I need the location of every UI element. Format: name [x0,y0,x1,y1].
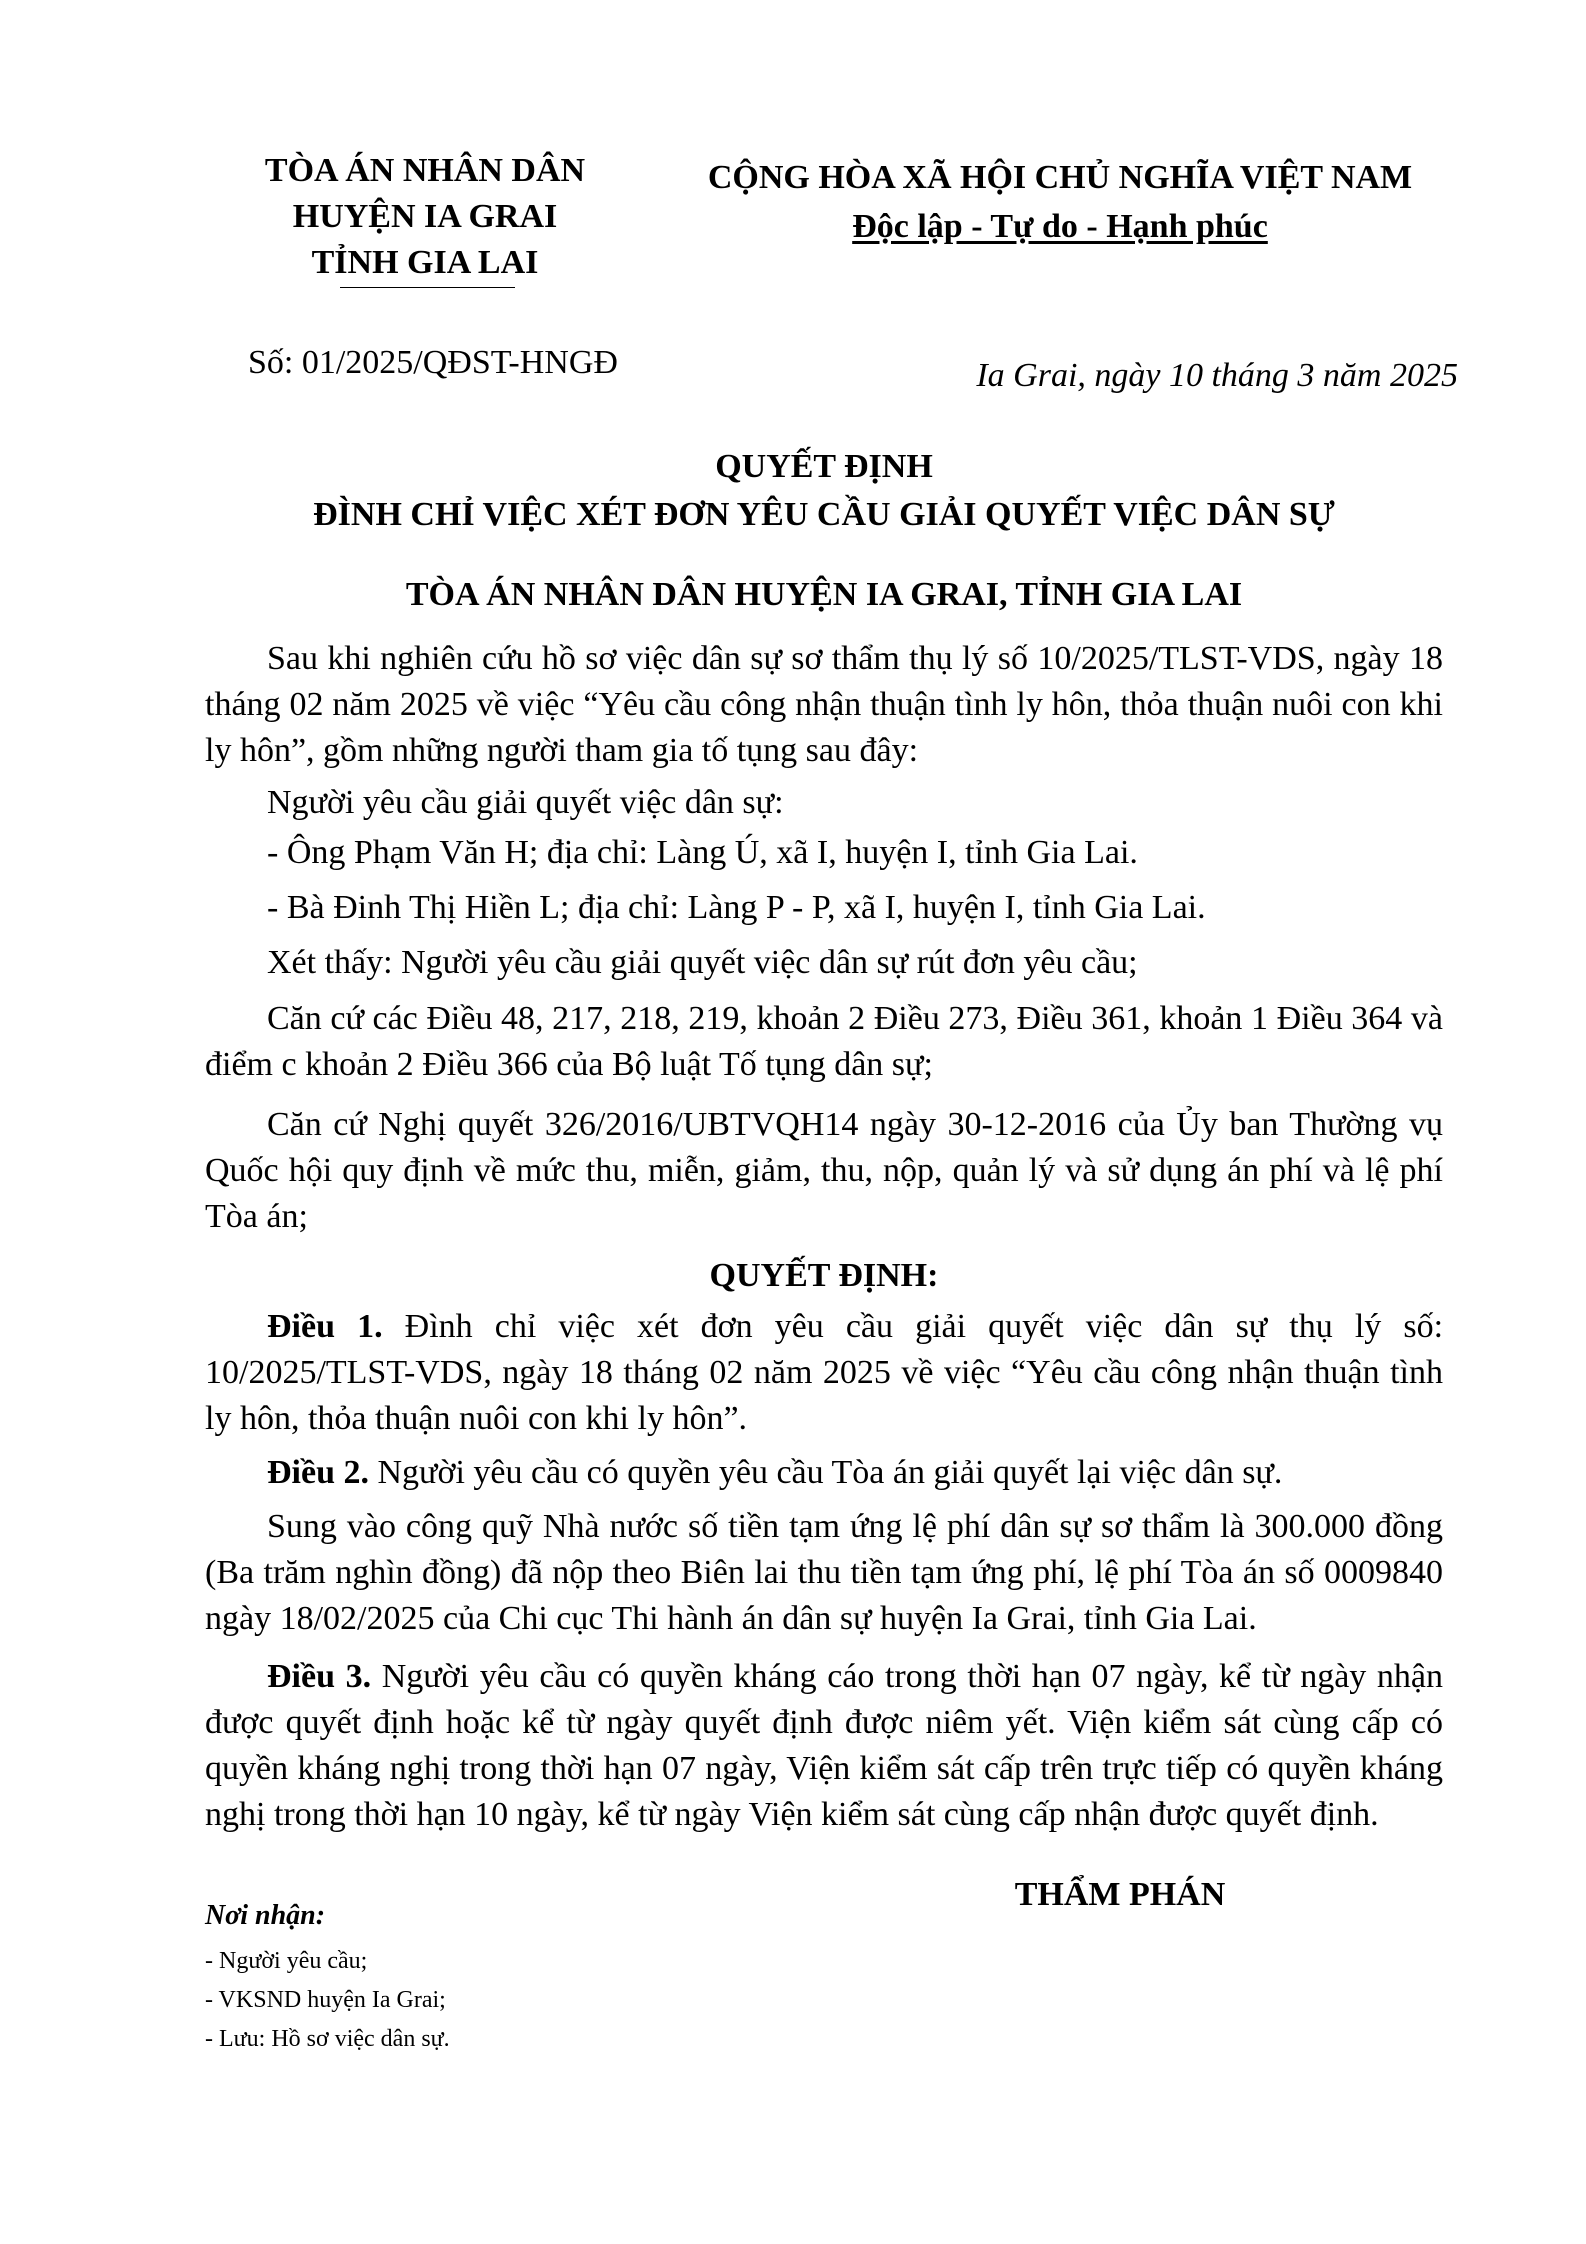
recipient-item: - Người yêu cầu; [205,1948,368,1974]
recipients-heading: Nơi nhận: [205,1900,326,1931]
issuing-court: TÒA ÁN NHÂN DÂN HUYỆN IA GRAI, TỈNH GIA LAI [405,576,1243,613]
court-name-underline [340,287,515,288]
intro-paragraph: Sau khi nghiên cứu hồ sơ việc dân sự sơ thẩm thụ lý số 10/2025/TLST-VDS, ngày 18 tháng 02 năm 2025 về việc “Yêu cầu công nhận thuận tình ly hôn, thỏa thuận nuôi con khi ly hôn”, gồm những người tham gia tố tụng sau đây: [205,640,1443,769]
court-name-block [240,148,610,286]
fee-paragraph: Sung vào công quỹ Nhà nước số tiền tạm ứng lệ phí dân sự sơ thẩm là 300.000 đồng (Ba trăm nghìn đồng) đã nộp theo Biên lai thu tiền tạm ứng phí, lệ phí Tòa án số 0009840 ngày 18/02/2025 của Chi cục Thi hành án dân sự huyện Ia Grai, tỉnh Gia Lai. [205,1508,1443,1637]
requesters-heading: Người yêu cầu giải quyết việc dân sự: [267,784,784,821]
article-1-text: Đình chỉ việc xét đơn yêu cầu giải quyết việc dân sự thụ lý số: 10/2025/TLST-VDS, ngày 18 tháng 02 năm 2025 về việc “Yêu cầu công nhận thuận tình ly hôn, thỏa thuận nuôi con khi ly hôn”. [205,1308,1444,1437]
article-3-text: Người yêu cầu có quyền kháng cáo trong thời hạn 07 ngày, kể từ ngày nhận được quyết định hoặc kể từ ngày quyết định được niêm yết. Viện kiểm sát cùng cấp có quyền kháng nghị trong thời hạn 07 ngày, Viện kiểm sát cấp trên trực tiếp có quyền kháng nghị trong thời hạn 10 ngày, kể từ ngày Viện kiểm sát cùng cấp nhận được quyết định. [205,1658,1443,1833]
article-1-label: Điều 1. [267,1308,383,1345]
document-subtitle: ĐÌNH CHỈ VIỆC XÉT ĐƠN YÊU CẦU GIẢI QUYẾT VIỆC DÂN SỰ [313,496,1335,533]
requester-2: - Bà Đinh Thị Hiền L; địa chỉ: Làng P - P, xã I, huyện I, tỉnh Gia Lai. [267,889,1206,926]
article-3 [205,1654,1443,1838]
recipient-item: - Lưu: Hồ sơ việc dân sự. [205,2026,450,2052]
decision-heading: QUYẾT ĐỊNH: [709,1257,939,1294]
legal-basis-1: Căn cứ các Điều 48, 217, 218, 219, khoản 2 Điều 273, Điều 361, khoản 1 Điều 364 và điểm c khoản 2 Điều 366 của Bộ luật Tố tụng dân sự; [205,1000,1443,1083]
court-name-line3: TỈNH GIA LAI [311,244,539,281]
finding-paragraph: Xét thấy: Người yêu cầu giải quyết việc dân sự rút đơn yêu cầu; [267,944,1138,981]
article-2 [205,1450,1443,1496]
requester-1: - Ông Phạm Văn H; địa chỉ: Làng Ú, xã I, huyện I, tỉnh Gia Lai. [267,834,1138,871]
article-2-text: Người yêu cầu có quyền yêu cầu Tòa án giải quyết lại việc dân sự. [377,1454,1283,1491]
article-1 [205,1304,1443,1442]
place-and-date: Ia Grai, ngày 10 tháng 3 năm 2025 [976,357,1458,394]
nation-title: CỘNG HÒA XÃ HỘI CHỦ NGHĨA VIỆT NAM [707,159,1413,196]
recipient-item: - VKSND huyện Ia Grai; [205,1987,446,2013]
document-title: QUYẾT ĐỊNH [715,448,933,485]
legal-basis-2: Căn cứ Nghị quyết 326/2016/UBTVQH14 ngày 30-12-2016 của Ủy ban Thường vụ Quốc hội quy định về mức thu, miễn, giảm, thu, nộp, quản lý và sử dụng án phí và lệ phí Tòa án; [205,1106,1443,1235]
court-name-line1: TÒA ÁN NHÂN DÂN [264,152,586,189]
signer-title: THẨM PHÁN [1014,1876,1226,1913]
national-motto [660,204,1460,250]
article-2-label: Điều 2. [267,1454,369,1491]
document-number: Số: 01/2025/QĐST-HNGĐ [248,344,618,381]
court-name-line2: HUYỆN IA GRAI [292,198,558,235]
article-3-label: Điều 3. [267,1658,372,1695]
national-motto-text: Độc lập - Tự do - Hạnh phúc [852,208,1268,245]
